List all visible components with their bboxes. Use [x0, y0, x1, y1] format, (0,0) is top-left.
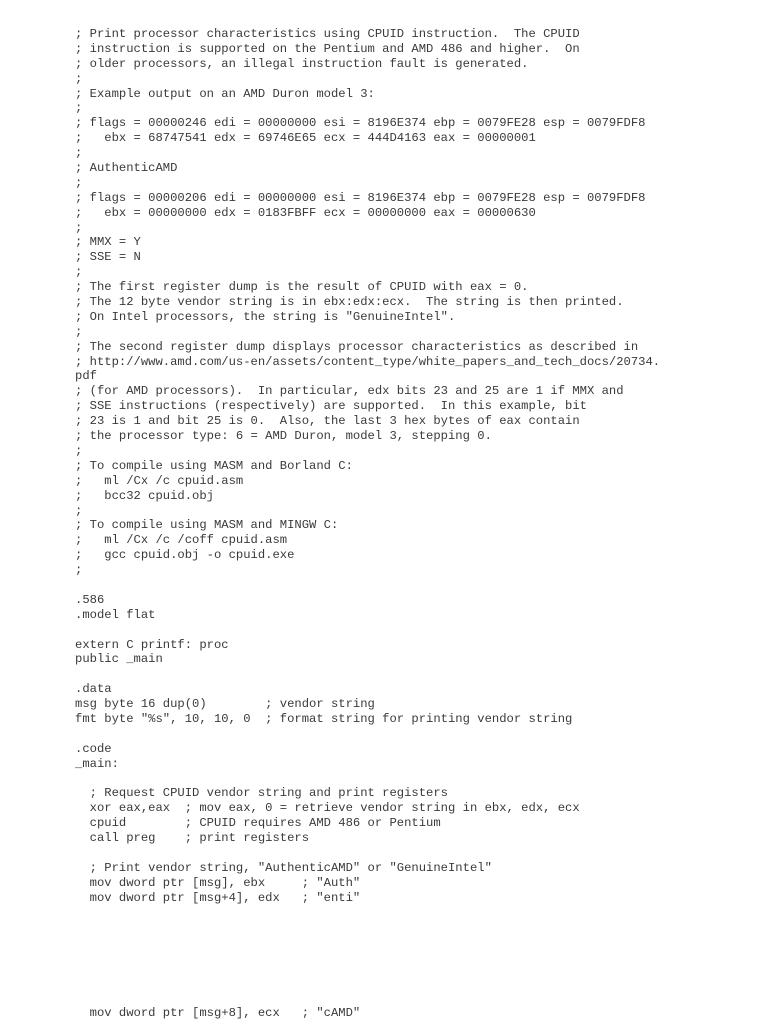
code-line: xor eax,eax ; mov eax, 0 = retrieve vendor string in ebx, edx, ecx	[75, 801, 580, 816]
code-line: ; The first register dump is the result of CPUID with eax = 0.	[75, 280, 529, 295]
code-line	[75, 578, 660, 593]
code-line: ; MMX = Y	[75, 235, 141, 250]
code-line: ; (for AMD processors). In particular, edx bits 23 and 25 are 1 if MMX and	[75, 384, 624, 399]
code-line: ; On Intel processors, the string is "GenuineIntel".	[75, 309, 456, 324]
code-line: ; SSE = N	[75, 250, 141, 265]
code-line	[75, 667, 660, 682]
code-line: ; Print processor characteristics using CPUID instruction. The CPUID	[75, 27, 580, 41]
code-line: ; Request CPUID vendor string and print registers	[75, 786, 448, 801]
code-line: ; AuthenticAMD	[75, 161, 178, 176]
code-line	[75, 772, 660, 787]
code-line: ; Example output on an AMD Duron model 3:	[75, 86, 375, 101]
code-line: ; flags = 00000206 edi = 00000000 esi = 8196E374 ebp = 0079FE28 esp = 0079FDF8	[75, 190, 646, 205]
code-line	[75, 727, 660, 742]
code-line: ; gcc cpuid.obj -o cpuid.exe	[75, 548, 295, 563]
code-line: ;	[75, 503, 83, 518]
code-line: ; Print vendor string, "AuthenticAMD" or "GenuineIntel"	[75, 860, 492, 875]
code-line	[75, 623, 660, 638]
code-line: public _main	[75, 652, 163, 667]
code-line: ; the processor type: 6 = AMD Duron, model 3, stepping 0.	[75, 429, 492, 444]
code-line: ; ml /Cx /c cpuid.asm	[75, 473, 244, 488]
code-line: ; ml /Cx /c /coff cpuid.asm	[75, 533, 288, 548]
code-line: ; http://www.amd.com/us-en/assets/content_type/white_papers_and_tech_docs/20734.	[75, 354, 661, 369]
code-line: ;	[75, 443, 83, 458]
code-line: fmt byte "%s", 10, 10, 0 ; format string for printing vendor string	[75, 711, 573, 726]
code-line: cpuid ; CPUID requires AMD 486 or Pentium	[75, 816, 441, 831]
code-line: ;	[75, 563, 83, 578]
code-line: call preg ; print registers	[75, 831, 310, 846]
code-line: ; To compile using MASM and MINGW C:	[75, 518, 339, 533]
code-line: .586	[75, 592, 105, 607]
code-line: ; The second register dump displays processor characteristics as described in	[75, 339, 639, 354]
code-line: ; 23 is 1 and bit 25 is 0. Also, the last 3 hex bytes of eax contain	[75, 414, 580, 429]
code-line: ; The 12 byte vendor string is in ebx:edx:ecx. The string is then printed.	[75, 295, 624, 310]
code-line: ; flags = 00000246 edi = 00000000 esi = 8196E374 ebp = 0079FE28 esp = 0079FDF8	[75, 116, 646, 131]
code-line: ; ebx = 68747541 edx = 69746E65 ecx = 444D4163 eax = 00000001	[75, 131, 536, 146]
code-line: extern C printf: proc	[75, 637, 229, 652]
code-line: pdf	[75, 369, 97, 384]
code-line: msg byte 16 dup(0) ; vendor string	[75, 697, 375, 712]
code-line: ; older processors, an illegal instruction fault is generated.	[75, 56, 529, 71]
code-line: ;	[75, 146, 83, 161]
code-line: ;	[75, 71, 83, 86]
code-line: .code	[75, 741, 112, 756]
code-line: ;	[75, 175, 83, 190]
code-line: mov dword ptr [msg+4], edx ; "enti"	[75, 890, 361, 905]
code-line	[75, 846, 660, 861]
code-line: ; instruction is supported on the Pentium and AMD 486 and higher. On	[75, 41, 580, 56]
code-line: ;	[75, 265, 83, 280]
source-code-line-cAMD: mov dword ptr [msg+8], ecx ; "cAMD"	[75, 1006, 361, 1020]
code-line: ;	[75, 324, 83, 339]
code-line: ;	[75, 101, 83, 116]
code-line: ; To compile using MASM and Borland C:	[75, 458, 353, 473]
source-code-listing	[75, 27, 660, 906]
code-line: ; SSE instructions (respectively) are supported. In this example, bit	[75, 399, 587, 414]
code-line: ; bcc32 cpuid.obj	[75, 488, 214, 503]
code-line: mov dword ptr [msg], ebx ; "Auth"	[75, 875, 361, 890]
code-line: .model flat	[75, 607, 156, 622]
code-line: _main:	[75, 756, 119, 771]
code-line: ;	[75, 220, 83, 235]
code-line: .data	[75, 682, 112, 697]
code-line: ; ebx = 00000000 edx = 0183FBFF ecx = 00000000 eax = 00000630	[75, 205, 536, 220]
